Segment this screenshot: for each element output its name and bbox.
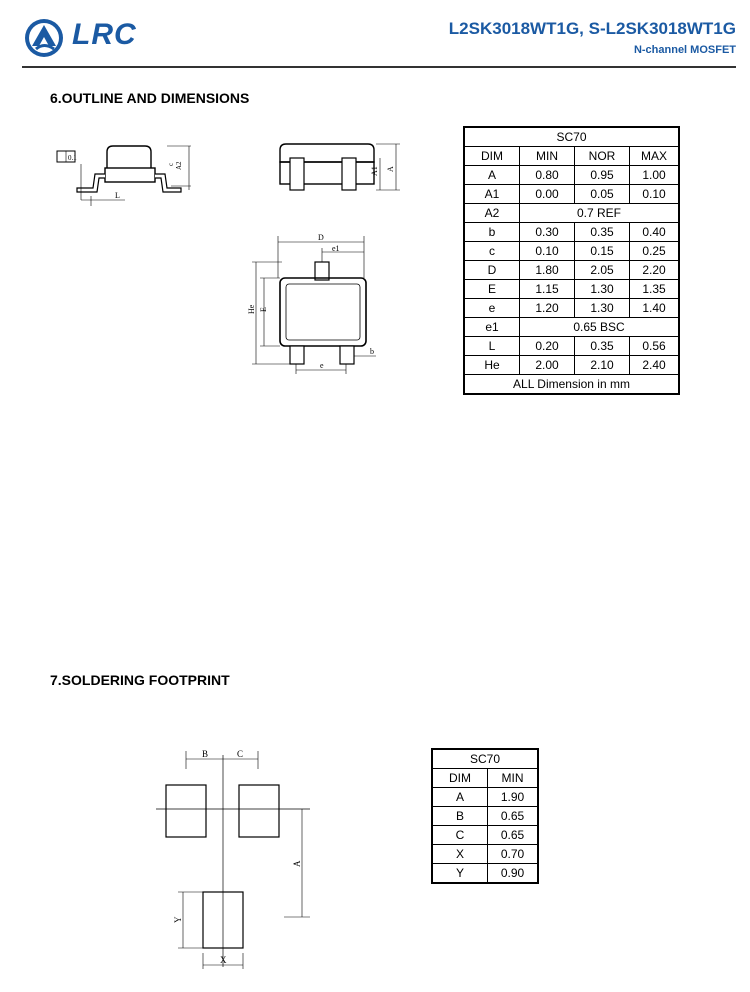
table-row	[464, 356, 679, 375]
table-cell: e1	[464, 318, 520, 337]
table-cell: 0.35	[575, 337, 630, 356]
table-row	[464, 299, 679, 318]
table-cell: C	[432, 826, 488, 845]
svg-text:C: C	[237, 749, 244, 759]
table-header-row	[432, 769, 538, 788]
svg-text:B: B	[202, 749, 209, 759]
table-cell: X	[432, 845, 488, 864]
top-view-drawing	[246, 228, 386, 378]
table-cell: 1.30	[575, 280, 630, 299]
footprint-drawing	[150, 745, 320, 977]
table-cell: A	[432, 788, 488, 807]
table-cell: D	[464, 261, 520, 280]
table-cell: 1.90	[488, 788, 539, 807]
table-cell: 0.95	[575, 166, 630, 185]
svg-text:A2: A2	[175, 161, 183, 170]
svg-text:e: e	[320, 361, 324, 370]
table-row	[464, 375, 679, 395]
table-cell: E	[464, 280, 520, 299]
svg-text:L: L	[115, 191, 120, 200]
table-row	[464, 127, 679, 147]
end-view-drawing	[276, 140, 406, 200]
section-outline-heading: 6.OUTLINE AND DIMENSIONS	[50, 90, 250, 106]
table-cell: 0.90	[488, 864, 539, 884]
column-header: MAX	[630, 147, 680, 166]
table-cell: 0.80	[520, 166, 575, 185]
column-header: MIN	[488, 769, 539, 788]
svg-text:A: A	[292, 860, 302, 867]
table-row	[464, 204, 679, 223]
table-cell: 1.35	[630, 280, 680, 299]
table-cell: 1.40	[630, 299, 680, 318]
table-cell: 1.30	[575, 299, 630, 318]
svg-text:He: He	[247, 304, 256, 314]
table-cell: 1.15	[520, 280, 575, 299]
table-row	[432, 845, 538, 864]
table-cell: A1	[464, 185, 520, 204]
column-header: DIM	[432, 769, 488, 788]
table-cell: e	[464, 299, 520, 318]
column-header: DIM	[464, 147, 520, 166]
svg-text:E: E	[259, 307, 268, 312]
table-cell: 0.10	[520, 242, 575, 261]
table-header-row	[464, 147, 679, 166]
table-cell: 0.65 BSC	[520, 318, 680, 337]
table-cell: 0.65	[488, 826, 539, 845]
table-cell: 2.40	[630, 356, 680, 375]
column-header: NOR	[575, 147, 630, 166]
svg-text:D: D	[318, 233, 324, 242]
column-header: MIN	[520, 147, 575, 166]
table-row	[464, 166, 679, 185]
flatness-mark: 0.1	[68, 154, 77, 162]
table-cell: A	[464, 166, 520, 185]
table-row	[464, 318, 679, 337]
table-row	[464, 223, 679, 242]
table-cell: 0.7 REF	[520, 204, 680, 223]
side-view-drawing	[55, 138, 205, 210]
table-cell: 0.30	[520, 223, 575, 242]
table-cell: 1.00	[630, 166, 680, 185]
table-cell: B	[432, 807, 488, 826]
table-cell: c	[464, 242, 520, 261]
table-cell: 2.00	[520, 356, 575, 375]
table-cell: 0.70	[488, 845, 539, 864]
table-row	[464, 185, 679, 204]
table-row	[432, 749, 538, 769]
table-cell: b	[464, 223, 520, 242]
table-row	[432, 807, 538, 826]
table-cell: 0.25	[630, 242, 680, 261]
table-cell: 0.00	[520, 185, 575, 204]
svg-text:A1: A1	[370, 166, 379, 176]
table-cell: 1.80	[520, 261, 575, 280]
header-divider	[22, 66, 736, 68]
table-cell: 0.56	[630, 337, 680, 356]
table-cell: 0.35	[575, 223, 630, 242]
table-footer: ALL Dimension in mm	[464, 375, 679, 395]
section-footprint-heading: 7.SOLDERING FOOTPRINT	[50, 672, 230, 688]
table-cell: He	[464, 356, 520, 375]
svg-text:b: b	[370, 347, 374, 356]
table-cell: 0.05	[575, 185, 630, 204]
table-cell: L	[464, 337, 520, 356]
table-row	[464, 261, 679, 280]
svg-text:A: A	[386, 166, 395, 172]
table-cell: 2.10	[575, 356, 630, 375]
table-row	[464, 280, 679, 299]
table-cell: 0.15	[575, 242, 630, 261]
table-cell: A2	[464, 204, 520, 223]
table-row	[432, 864, 538, 884]
document-subtitle: N-channel MOSFET	[633, 44, 736, 56]
table-row	[464, 337, 679, 356]
svg-text:c: c	[167, 162, 175, 166]
table-row	[432, 788, 538, 807]
table-cell: 0.65	[488, 807, 539, 826]
table-cell: Y	[432, 864, 488, 884]
svg-text:Y: Y	[173, 916, 183, 923]
table-row	[464, 242, 679, 261]
table-row	[432, 826, 538, 845]
svg-text:e1: e1	[332, 244, 340, 253]
table-title: SC70	[464, 127, 679, 147]
table-cell: 0.20	[520, 337, 575, 356]
table-cell: 0.40	[630, 223, 680, 242]
table-cell: 0.10	[630, 185, 680, 204]
brand-name: LRC	[72, 18, 137, 51]
dimensions-table	[463, 126, 680, 395]
svg-text:X: X	[220, 955, 227, 965]
table-title: SC70	[432, 749, 538, 769]
footprint-table	[431, 748, 539, 884]
table-cell: 2.05	[575, 261, 630, 280]
table-cell: 1.20	[520, 299, 575, 318]
document-title: L2SK3018WT1G, S-L2SK3018WT1G	[448, 19, 736, 38]
table-cell: 2.20	[630, 261, 680, 280]
